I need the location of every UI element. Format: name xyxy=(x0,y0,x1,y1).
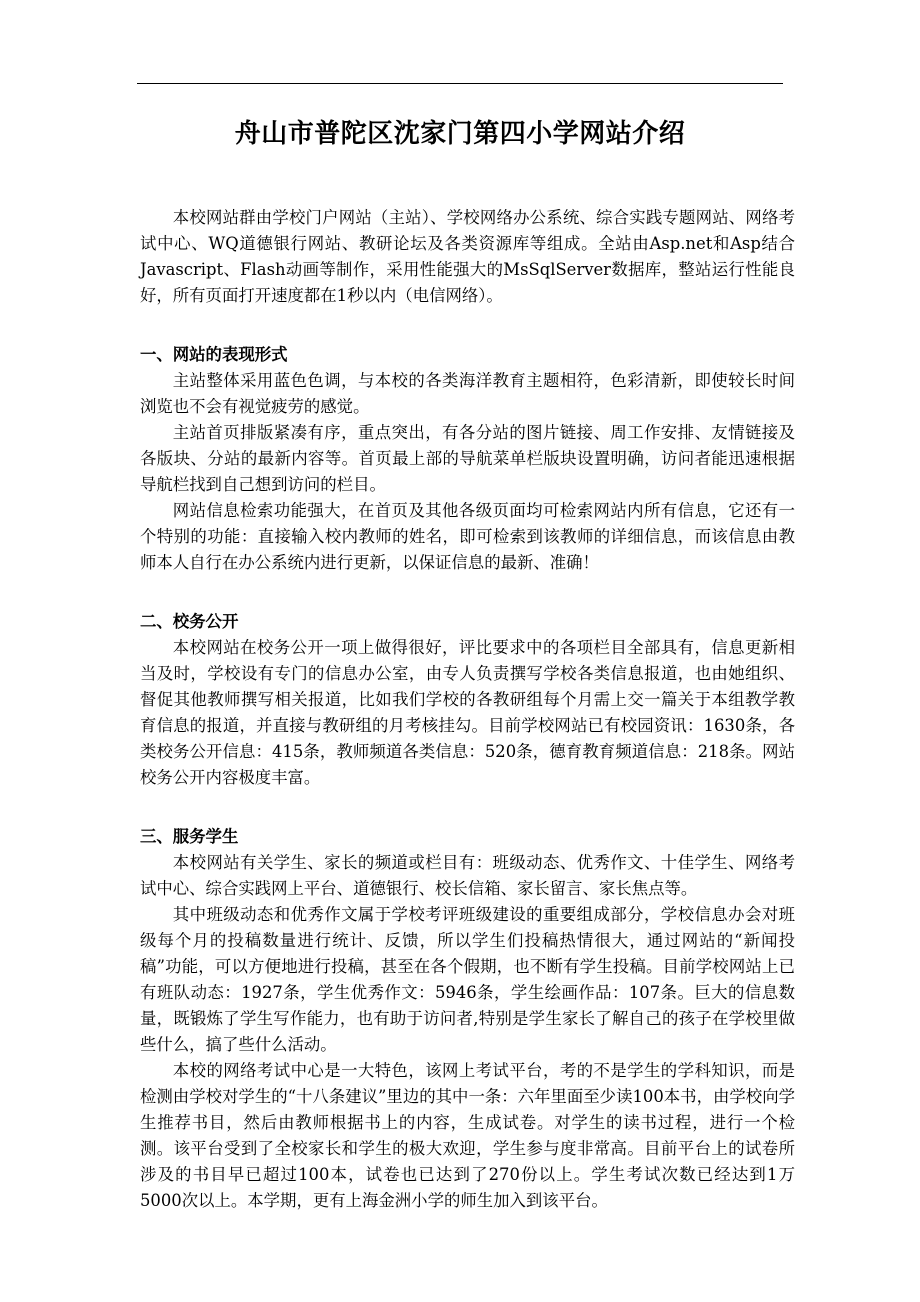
paragraph: 网站信息检索功能强大，在首页及其他各级页面均可检索网站内所有信息，它还有一个特别的功能：直接输入校内教师的姓名，即可检索到该教师的详细信息，而该信息由教师本人自行在办公系统内进行更新，以保证信息的最新、准确！ xyxy=(140,501,795,572)
section-heading-serving-students: 三、服务学生 xyxy=(140,827,239,846)
page-title: 舟山市普陀区沈家门第四小学网站介绍 xyxy=(234,119,686,149)
header-rule xyxy=(137,83,783,84)
paragraph: 主站首页排版紧凑有序，重点突出，有各分站的图片链接、周工作安排、友情链接及各版块、分站的最新内容等。首页最上部的导航菜单栏版块设置明确，访问者能迅速根据导航栏找到自己想到访问的栏目。 xyxy=(140,423,795,494)
paragraph: 本校网站在校务公开一项上做得很好，评比要求中的各项栏目全部具有，信息更新相当及时，学校设有专门的信息办公室，由专人负责撰写学校各类信息报道，也由她组织、督促其他教师撰写相关报道，比如我们学校的各教研组每个月需上交一篇关于本组教学教育信息的报道，并直接与教研组的月考核挂勾。目前学校网站已有校园资讯：1630条，各类校务公开信息：415条，教师频道各类信息：520条，德育教育频道信息：218条。网站校务公开内容极度丰富。 xyxy=(140,638,795,787)
section-gap xyxy=(140,576,795,609)
section-heading-school-affairs: 二、校务公开 xyxy=(140,612,239,631)
paragraph: 主站整体采用蓝色色调，与本校的各类海洋教育主题相符，色彩清新，即使较长时间浏览也不会有视觉疲劳的感觉。 xyxy=(140,371,795,416)
document-body xyxy=(140,205,795,1214)
paragraph: 其中班级动态和优秀作文属于学校考评班级建设的重要组成部分，学校信息办会对班级每个月的投稿数量进行统计、反馈，所以学生们投稿热情很大，通过网站的“新闻投稿”功能，可以方便地进行投稿，甚至在各个假期，也不断有学生投稿。目前学校网站上已有班队动态：1927条，学生优秀作文：5946条，学生绘画作品：107条。巨大的信息数量，既锻炼了学生写作能力，也有助于访问者,特别是学生家长了解自己的孩子在学校里做些什么，搞了些什么活动。 xyxy=(140,905,795,1054)
intro-paragraph: 本校网站群由学校门户网站（主站）、学校网络办公系统、综合实践专题网站、网络考试中心、WQ道德银行网站、教研论坛及各类资源库等组成。全站由Asp.net和Asp结合Javascript、Flash动画等制作，采用性能强大的MsSqlServer数据库，整站运行性能良好，所有页面打开速度都在1秒以内（电信网络）。 xyxy=(140,208,795,305)
section-gap xyxy=(140,791,795,824)
section-heading-presentation: 一、网站的表现形式 xyxy=(140,345,288,364)
paragraph: 本校网站有关学生、家长的频道或栏目有：班级动态、优秀作文、十佳学生、网络考试中心、综合实践网上平台、道德银行、校长信箱、家长留言、家长焦点等。 xyxy=(140,853,795,898)
section-gap xyxy=(140,309,795,342)
paragraph: 本校的网络考试中心是一大特色，该网上考试平台，考的不是学生的学科知识，而是检测由学校对学生的“十八条建议”里边的其中一条：六年里面至少读100本书，由学校向学生推荐书目，然后由教师根据书上的内容，生成试卷。对学生的读书过程，进行一个检测。该平台受到了全校家长和学生的极大欢迎，学生参与度非常高。目前平台上的试卷所涉及的书目早已超过100本，试卷也已达到了270份以上。学生考试次数已经达到1万5000次以上。本学期，更有上海金洲小学的师生加入到该平台。 xyxy=(140,1061,795,1210)
